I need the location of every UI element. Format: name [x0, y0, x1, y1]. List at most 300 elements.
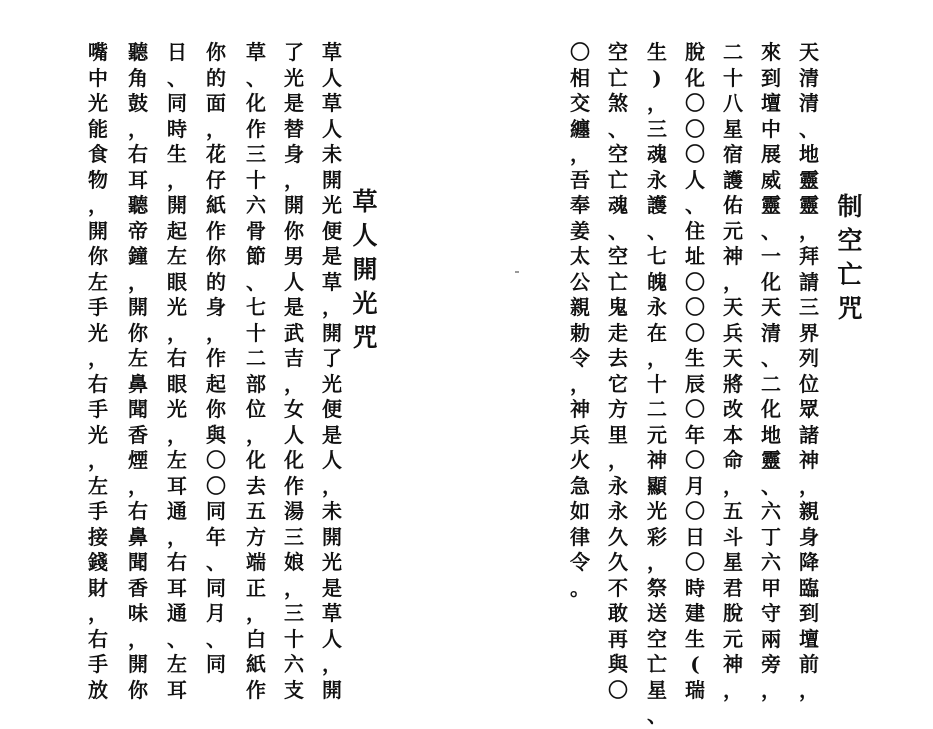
character: 、 [647, 218, 667, 243]
character: ， [647, 346, 667, 370]
character: 中 [88, 65, 108, 90]
character: 與 [608, 652, 628, 676]
character: 接 [88, 524, 108, 549]
character: 〇 [206, 448, 226, 472]
character: 化 [246, 91, 266, 115]
character: 勅 [570, 320, 590, 345]
character: 右 [88, 371, 108, 396]
character: 是 [284, 295, 304, 319]
character: 改 [723, 397, 743, 421]
character: 、 [685, 193, 705, 217]
character: ， [723, 269, 743, 294]
character: 六 [284, 652, 304, 676]
character: 聽 [128, 193, 148, 217]
character: 地 [761, 422, 781, 447]
character: 佑 [723, 193, 743, 217]
right-text-column-7 [566, 40, 594, 601]
character: 公 [570, 269, 590, 294]
character: 仔 [206, 167, 226, 192]
character: 天 [723, 295, 743, 319]
character: 鼻 [128, 371, 148, 396]
character: 亡 [608, 167, 628, 192]
character: 靈 [799, 167, 819, 192]
right-text-column-6 [604, 40, 632, 703]
character: 花 [206, 142, 226, 166]
character: ， [167, 422, 187, 447]
character: 紙 [206, 193, 226, 217]
left-text-column-7 [84, 40, 112, 703]
character: 左 [167, 244, 187, 268]
character: 、 [761, 218, 781, 243]
character: 十 [723, 65, 743, 90]
character: ， [570, 142, 590, 166]
character: 開 [352, 255, 378, 284]
character: ， [284, 575, 304, 600]
character: 未 [322, 142, 342, 166]
character: 天 [799, 40, 819, 64]
character: 奉 [570, 193, 590, 217]
character: 甲 [761, 575, 781, 600]
character: 〇 [685, 142, 705, 166]
character: 你 [88, 244, 108, 268]
character: 開 [322, 320, 342, 345]
character: ( [690, 652, 700, 676]
character: 月 [685, 473, 705, 498]
character: 光 [647, 499, 667, 523]
left-text-column-5 [163, 40, 191, 703]
character: 位 [246, 397, 266, 421]
character: 〇 [685, 550, 705, 574]
character: 永 [608, 499, 628, 523]
character: 魂 [608, 193, 628, 217]
character: 光 [88, 320, 108, 345]
character: 眾 [799, 397, 819, 421]
character: 壇 [761, 91, 781, 115]
character: 你 [206, 397, 226, 421]
character: 再 [608, 626, 628, 651]
character: 脫 [723, 601, 743, 625]
character: ， [128, 626, 148, 651]
character: 住 [685, 218, 705, 243]
right-text-column-1 [795, 40, 823, 703]
character: 制 [837, 192, 863, 221]
character: 七 [246, 295, 266, 319]
character: ， [647, 91, 667, 115]
character: 人 [352, 221, 378, 250]
character: 、 [246, 65, 266, 90]
character: 作 [284, 473, 304, 498]
character: ， [88, 193, 108, 217]
character: 辰 [685, 371, 705, 396]
character: 空 [608, 244, 628, 268]
character: 帝 [128, 218, 148, 243]
character: 〇 [685, 448, 705, 472]
character: 右 [167, 346, 187, 370]
right-page [466, 0, 933, 727]
character: 方 [246, 524, 266, 549]
character: 址 [685, 244, 705, 268]
character: 開 [128, 652, 148, 676]
character: 建 [685, 601, 705, 625]
character: 本 [723, 422, 743, 447]
character: 光 [167, 295, 187, 319]
character: 、 [761, 346, 781, 370]
character: 去 [246, 473, 266, 498]
character: 開 [322, 677, 342, 702]
character: 草 [322, 269, 342, 294]
character: 諸 [799, 422, 819, 447]
character: ， [322, 295, 342, 319]
character: 左 [167, 652, 187, 676]
character: 〇 [685, 269, 705, 294]
character: 手 [88, 295, 108, 319]
character: 是 [322, 244, 342, 268]
character: 開 [167, 193, 187, 217]
character: 與 [206, 422, 226, 447]
character: 耳 [128, 167, 148, 192]
character: 面 [206, 91, 226, 115]
character: ， [206, 116, 226, 141]
character: 姜 [570, 218, 590, 243]
character: 男 [284, 244, 304, 268]
character: 娘 [284, 550, 304, 574]
character: 三 [647, 116, 667, 141]
character: 神 [647, 448, 667, 472]
character: ， [88, 346, 108, 370]
character: 人 [322, 626, 342, 651]
character: ， [284, 167, 304, 192]
character: 五 [723, 499, 743, 523]
character: 五 [246, 499, 266, 523]
character: 光 [88, 91, 108, 115]
character: 顯 [647, 473, 667, 498]
character: 的 [206, 269, 226, 294]
character: 年 [685, 422, 705, 447]
character: 、 [206, 550, 226, 574]
character: 前 [799, 652, 819, 676]
character: 空 [647, 626, 667, 651]
character: 清 [761, 320, 781, 345]
character: ， [206, 320, 226, 345]
character: 便 [322, 218, 342, 243]
character: 年 [206, 524, 226, 549]
character: 光 [322, 193, 342, 217]
character: 〇 [685, 320, 705, 345]
character: 亡 [647, 652, 667, 676]
character: 右 [167, 550, 187, 574]
character: 如 [570, 499, 590, 523]
character: 元 [723, 218, 743, 243]
left-text-column-3 [242, 40, 270, 703]
character: 相 [570, 65, 590, 90]
character: 骨 [246, 218, 266, 243]
character: 人 [284, 269, 304, 294]
character: 〇 [570, 40, 590, 64]
character: ， [88, 601, 108, 625]
character: 命 [723, 448, 743, 472]
left-text-column-1 [318, 40, 346, 703]
character: 八 [723, 91, 743, 115]
character: 空 [608, 142, 628, 166]
character: 聽 [128, 40, 148, 64]
character: 節 [246, 244, 266, 268]
character: 三 [284, 601, 304, 625]
character: 親 [570, 295, 590, 319]
character: ， [322, 473, 342, 498]
character: 兵 [723, 320, 743, 345]
character: 斗 [723, 524, 743, 549]
character: 吾 [570, 167, 590, 192]
character: 作 [206, 218, 226, 243]
character: 起 [206, 371, 226, 396]
character: 亡 [608, 65, 628, 90]
character: 便 [322, 397, 342, 421]
character: 令 [570, 550, 590, 574]
character: 能 [88, 116, 108, 141]
character: 右 [88, 626, 108, 651]
character: 你 [128, 320, 148, 345]
character: 急 [570, 473, 590, 498]
character: 、 [647, 703, 667, 727]
character: 護 [723, 167, 743, 192]
character: ， [128, 473, 148, 498]
character: 請 [799, 269, 819, 294]
character: 光 [88, 422, 108, 447]
character: 化 [761, 269, 781, 294]
character: 湯 [284, 499, 304, 523]
character: 替 [284, 116, 304, 141]
character: 化 [284, 448, 304, 472]
character: 身 [799, 524, 819, 549]
character: 空 [837, 226, 863, 255]
character: ， [167, 524, 187, 549]
character: 兩 [761, 626, 781, 651]
character: 生 [647, 40, 667, 64]
character: 守 [761, 601, 781, 625]
character: ， [246, 601, 266, 625]
character: 你 [128, 677, 148, 702]
character: 里 [608, 422, 628, 447]
character: 令 [570, 346, 590, 370]
character: 來 [761, 40, 781, 64]
character: 作 [206, 346, 226, 370]
character: 〇 [685, 397, 705, 421]
right-text-column-5 [643, 40, 671, 729]
character: 天 [723, 346, 743, 370]
character: 紙 [246, 652, 266, 676]
character: 列 [799, 346, 819, 370]
character: 耳 [167, 575, 187, 600]
character: 二 [723, 40, 743, 64]
character: 、 [246, 269, 266, 294]
character: 未 [322, 499, 342, 523]
character: 纏 [570, 116, 590, 141]
character: 眼 [167, 371, 187, 396]
character: 久 [608, 524, 628, 549]
character: 部 [246, 371, 266, 396]
character: 十 [647, 371, 667, 396]
character: 、 [761, 473, 781, 498]
character: 月 [206, 601, 226, 625]
character: 右 [128, 499, 148, 523]
character: 到 [799, 601, 819, 625]
character: 親 [799, 499, 819, 523]
character: 作 [246, 677, 266, 702]
character: 二 [761, 371, 781, 396]
right-text-column-3 [719, 40, 747, 703]
character: 煞 [608, 91, 628, 115]
character: 靈 [799, 193, 819, 217]
character: 時 [167, 116, 187, 141]
character: 左 [167, 448, 187, 472]
character: 生 [167, 142, 187, 166]
character: 左 [128, 346, 148, 370]
character: 咒 [352, 323, 378, 352]
character: 的 [206, 65, 226, 90]
character: 火 [570, 448, 590, 472]
character: 光 [284, 65, 304, 90]
character: 兵 [570, 422, 590, 447]
character: 十 [246, 167, 266, 192]
character: 右 [128, 142, 148, 166]
character: 神 [799, 448, 819, 472]
character: 人 [322, 448, 342, 472]
character: 光 [167, 397, 187, 421]
character: 開 [128, 295, 148, 319]
character: 敢 [608, 601, 628, 625]
character: 星 [723, 116, 743, 141]
character: ， [647, 550, 667, 574]
character: 亡 [608, 269, 628, 294]
character: 拜 [799, 244, 819, 268]
character: 草 [322, 91, 342, 115]
character: 、 [608, 116, 628, 141]
character: 〇 [206, 473, 226, 498]
character: 走 [608, 320, 628, 345]
character: 味 [128, 601, 148, 625]
character: 通 [167, 499, 187, 523]
character: 在 [647, 320, 667, 345]
character: 你 [284, 218, 304, 243]
character: 永 [608, 473, 628, 498]
character: 身 [284, 142, 304, 166]
character: 光 [322, 371, 342, 396]
character: 臨 [799, 575, 819, 600]
character: 護 [647, 193, 667, 217]
character: 〇 [608, 677, 628, 702]
character: 鼓 [128, 91, 148, 115]
character: 開 [88, 218, 108, 243]
character: 位 [799, 371, 819, 396]
character: 君 [723, 575, 743, 600]
character: 支 [284, 677, 304, 702]
character: 壇 [799, 626, 819, 651]
character: 永 [647, 167, 667, 192]
character: 物 [88, 167, 108, 192]
character: 鼻 [128, 524, 148, 549]
character: 瑞 [685, 677, 705, 702]
character: ， [570, 371, 590, 396]
character: 元 [647, 422, 667, 447]
character: 〇 [685, 116, 705, 141]
character: 端 [246, 550, 266, 574]
character: 草 [246, 40, 266, 64]
character: 、 [167, 626, 187, 651]
character: 同 [206, 652, 226, 676]
character: 草 [352, 187, 378, 216]
character: 二 [246, 346, 266, 370]
character: 生 [685, 626, 705, 651]
character: 手 [88, 499, 108, 523]
left-page [0, 0, 466, 702]
right-page-title [836, 190, 864, 326]
character: 威 [761, 167, 781, 192]
character: 中 [761, 116, 781, 141]
character: 魂 [647, 142, 667, 166]
character: 同 [167, 91, 187, 115]
character: 左 [88, 473, 108, 498]
character: 放 [88, 677, 108, 702]
character: 身 [206, 295, 226, 319]
character: 旁 [761, 652, 781, 676]
character: 。 [570, 575, 590, 600]
character: 〇 [685, 91, 705, 115]
character: 界 [799, 320, 819, 345]
character: 耳 [167, 473, 187, 498]
character: 鬼 [608, 295, 628, 319]
character: 你 [206, 40, 226, 64]
character: 〇 [685, 295, 705, 319]
character: 角 [128, 65, 148, 90]
character: 作 [246, 116, 266, 141]
character: 咒 [837, 294, 863, 323]
character: 、 [608, 218, 628, 243]
character: 開 [322, 167, 342, 192]
character: 嘴 [88, 40, 108, 64]
right-text-column-2 [757, 40, 785, 703]
character: 神 [570, 397, 590, 421]
character: 魄 [647, 269, 667, 294]
character: 食 [88, 142, 108, 166]
character: 神 [723, 652, 743, 676]
character: 左 [88, 269, 108, 294]
character: 交 [570, 91, 590, 115]
character: 光 [352, 289, 378, 318]
character: 元 [723, 626, 743, 651]
character: 到 [761, 65, 781, 90]
character: 是 [322, 575, 342, 600]
character: 彩 [647, 524, 667, 549]
character: ， [608, 448, 628, 472]
character: 靈 [761, 193, 781, 217]
character: 財 [88, 575, 108, 600]
character: 天 [761, 295, 781, 319]
character: 化 [685, 65, 705, 90]
character: 人 [322, 65, 342, 90]
character: 日 [167, 40, 187, 64]
character: 時 [685, 575, 705, 600]
character: 起 [167, 218, 187, 243]
character: 開 [322, 524, 342, 549]
character: 它 [608, 371, 628, 396]
character: ， [799, 677, 819, 702]
character: 太 [570, 244, 590, 268]
character: 是 [284, 91, 304, 115]
character: 了 [322, 346, 342, 370]
character: 七 [647, 244, 667, 268]
character: 鐘 [128, 244, 148, 268]
character: 了 [284, 40, 304, 64]
